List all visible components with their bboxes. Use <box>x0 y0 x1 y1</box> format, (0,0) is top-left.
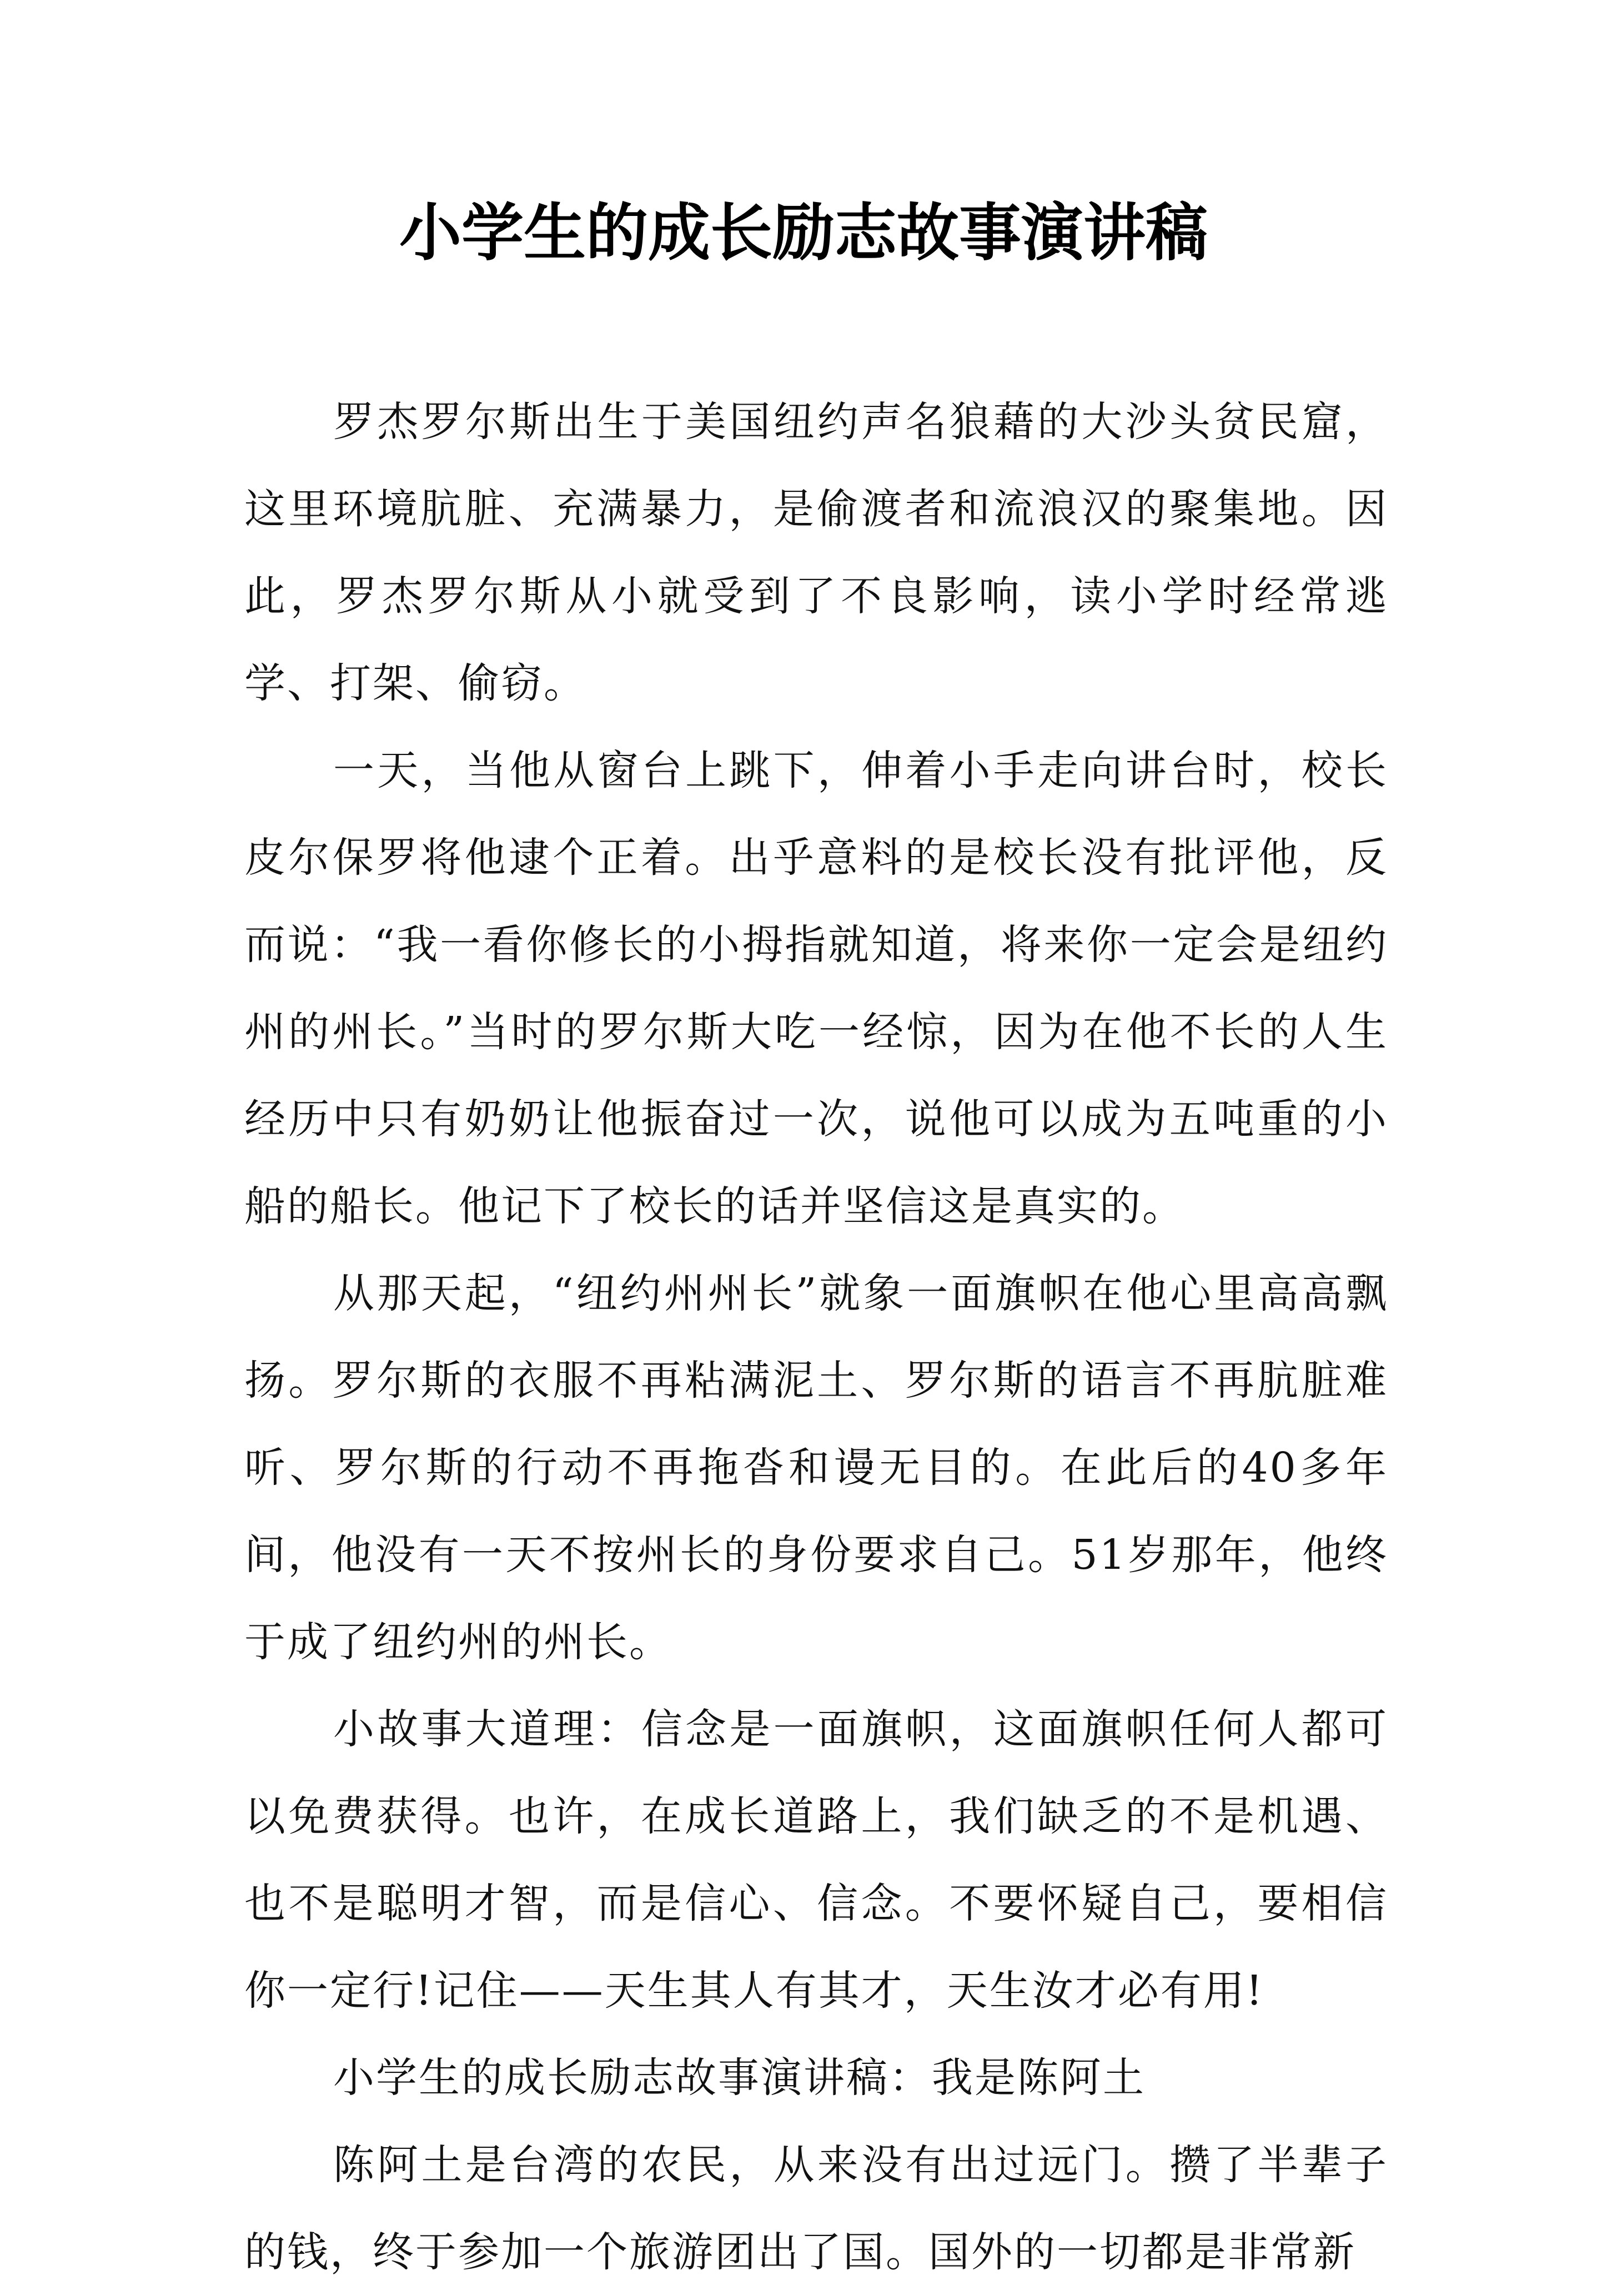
document-body <box>244 379 1388 2296</box>
paragraph-3: 从那天起，“纽约州州长”就象一面旗帜在他心里高高飘扬。罗尔斯的衣服不再粘满泥土、罗尔斯的语言不再肮脏难听、罗尔斯的行动不再拖沓和谩无目的。在此后的40多年间，他没有一天不按州长的身份要求自己。51岁那年，他终于成了纽约州的州长。 <box>244 1270 1388 1666</box>
paragraph-2: 一天，当他从窗台上跳下，伸着小手走向讲台时，校长皮尔保罗将他逮个正着。出乎意料的是校长没有批评他，反而说：“我一看你修长的小拇指就知道，将来你一定会是纽约州的州长。”当时的罗尔斯大吃一经惊，因为在他不长的人生经历中只有奶奶让他振奋过一次，说他可以成为五吨重的小船的船长。他记下了校长的话并坚信这是真实的。 <box>244 747 1388 1230</box>
paragraph-1: 罗杰罗尔斯出生于美国纽约声名狼藉的大沙头贫民窟，这里环境肮脏、充满暴力，是偷渡者和流浪汉的聚集地。因此，罗杰罗尔斯从小就受到了不良影响，读小学时经常逃学、打架、偷窃。 <box>244 398 1388 707</box>
paragraph-6: 陈阿土是台湾的农民，从来没有出过远门。攒了半辈子的钱，终于参加一个旅游团出了国。国外的一切都是非常新 <box>244 2141 1388 2276</box>
paragraph-4: 小故事大道理：信念是一面旗帜，这面旗帜任何人都可以免费获得。也许，在成长道路上，我们缺乏的不是机遇、也不是聪明才智，而是信心、信念。不要怀疑自己，要相信你一定行!记住——天生其人有其才，天生汝才必有用! <box>244 1705 1388 2015</box>
document-title: 小学生的成长励志故事演讲稿 <box>399 197 1208 269</box>
section-heading: 小学生的成长励志故事演讲稿：我是陈阿土 <box>333 2054 1146 2102</box>
